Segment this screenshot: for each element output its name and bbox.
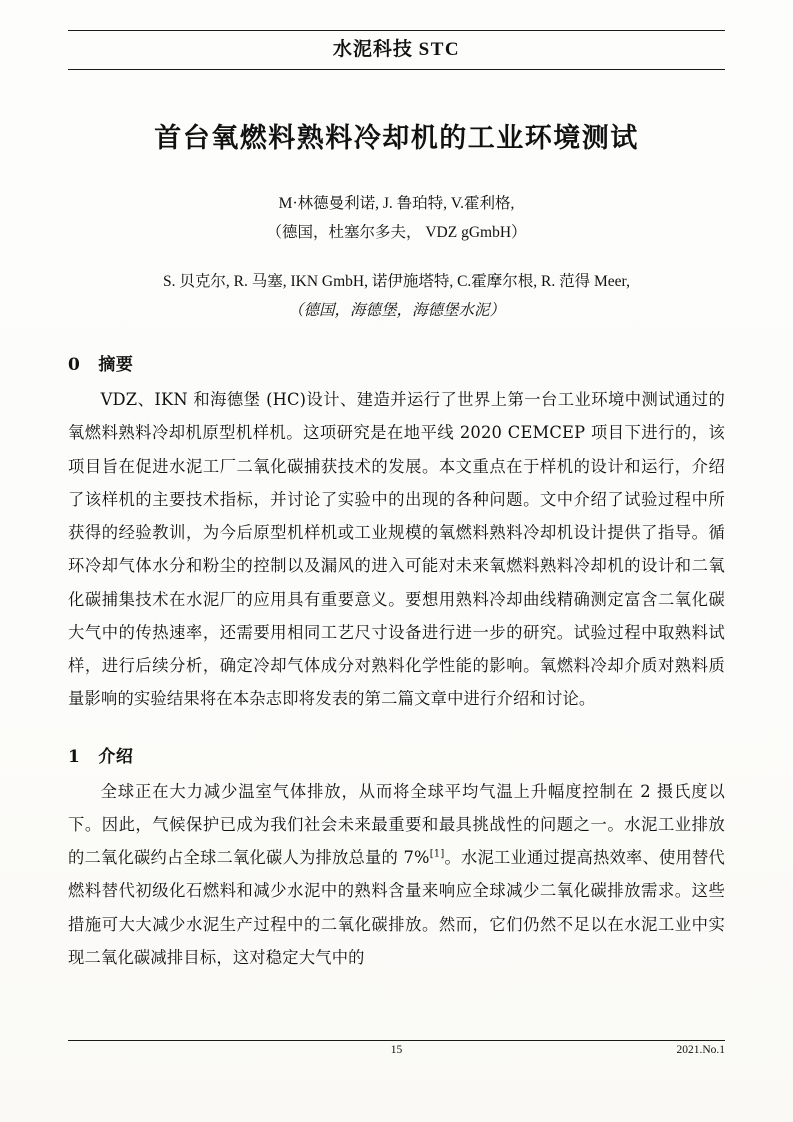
page-title: 首台氧燃料熟料冷却机的工业环境测试 xyxy=(154,123,639,154)
section-number-1: 1 xyxy=(68,746,81,767)
author-block xyxy=(68,190,725,325)
intro-paragraph xyxy=(68,775,725,974)
running-head-en: STC xyxy=(418,39,461,60)
section-title-1: 介绍 xyxy=(98,746,134,767)
footer-rule xyxy=(68,1040,725,1041)
header-rule-top xyxy=(68,30,725,31)
intro-text-part2: 。水泥工业通过提高热效率、使用替代燃料替代初级化石燃料和减少水泥中的熟料含量来响应全球减少二氧化碳排放需求。这些措施可大大减少水泥生产过程中的二氧化碳排放。然而，它们仍然不足以在水泥工业中实现二氧化碳减排目标，这对稳定大气中的 xyxy=(68,848,725,967)
section-number-0: 0 xyxy=(68,355,81,376)
intro-text-part1: 全球正在大力减少温室气体排放，从而将全球平均气温上升幅度控制在 2 摄氏度以下。因此，气候保护已成为我们社会未来最重要和最具挑战性的问题之一。水泥工业排放的二氧化碳约占全球二氧化碳人为排放总量的 7% xyxy=(68,781,725,868)
running-head xyxy=(68,34,725,69)
running-head-cn: 水泥科技 xyxy=(332,38,413,60)
author-affiliation-1: （德国，杜塞尔多夫， VDZ gGmbH） xyxy=(266,223,527,241)
footer-page-number: 15 xyxy=(390,1044,403,1056)
abstract-paragraph: VDZ、IKN 和海德堡 (HC)设计、建造并运行了世界上第一台工业环境中测试通过的氧燃料熟料冷却机原型机样机。这项研究是在地平线 2020 CEMCEP 项目下进行的，该项目旨在促进水泥工厂二氧化碳捕获技术的发展。本文重点在于样机的设计和运行，介绍了该样机的主要技术指标，并讨论了实验中的出现的各种问题。文中介绍了试验过程中所获得的经验教训，为今后原型机样机或工业规模的氧燃料熟料冷却机设计提供了指导。循环冷却气体水分和粉尘的控制以及漏风的进入可能对未来氧燃料熟料冷却机的设计和二氧化碳捕集技术在水泥厂的应用具有重要意义。要想用熟料冷却曲线精确测定富含二氧化碳大气中的传热速率，还需要用相同工艺尺寸设备进行进一步的研究。试验过程中取熟料试样，进行后续分析，确定冷却气体成分对熟料化学性能的影响。氧燃料冷却介质对熟料质量影响的实验结果将在本杂志即将发表的第二篇文章中进行介绍和讨论。 xyxy=(68,390,725,709)
author-names-2: S. 贝克尔, R. 马塞, IKN GmbH, 诺伊施塔特, C.霍摩尔根, R. 范得 Meer, xyxy=(163,273,630,290)
section-heading-intro xyxy=(68,742,725,767)
author-affiliation-2: （德国，海德堡，海德堡水泥） xyxy=(287,302,505,320)
section-heading-abstract xyxy=(68,350,725,375)
footer-issue: 2021.No.1 xyxy=(676,1044,725,1056)
author-names-1: M·林德曼利诺, J. 鲁珀特, V.霍利格, xyxy=(278,194,515,212)
section-title-0: 摘要 xyxy=(98,355,134,376)
header-rule-bottom xyxy=(68,69,725,70)
citation-marker: [1] xyxy=(429,848,445,860)
page-content xyxy=(68,34,725,974)
